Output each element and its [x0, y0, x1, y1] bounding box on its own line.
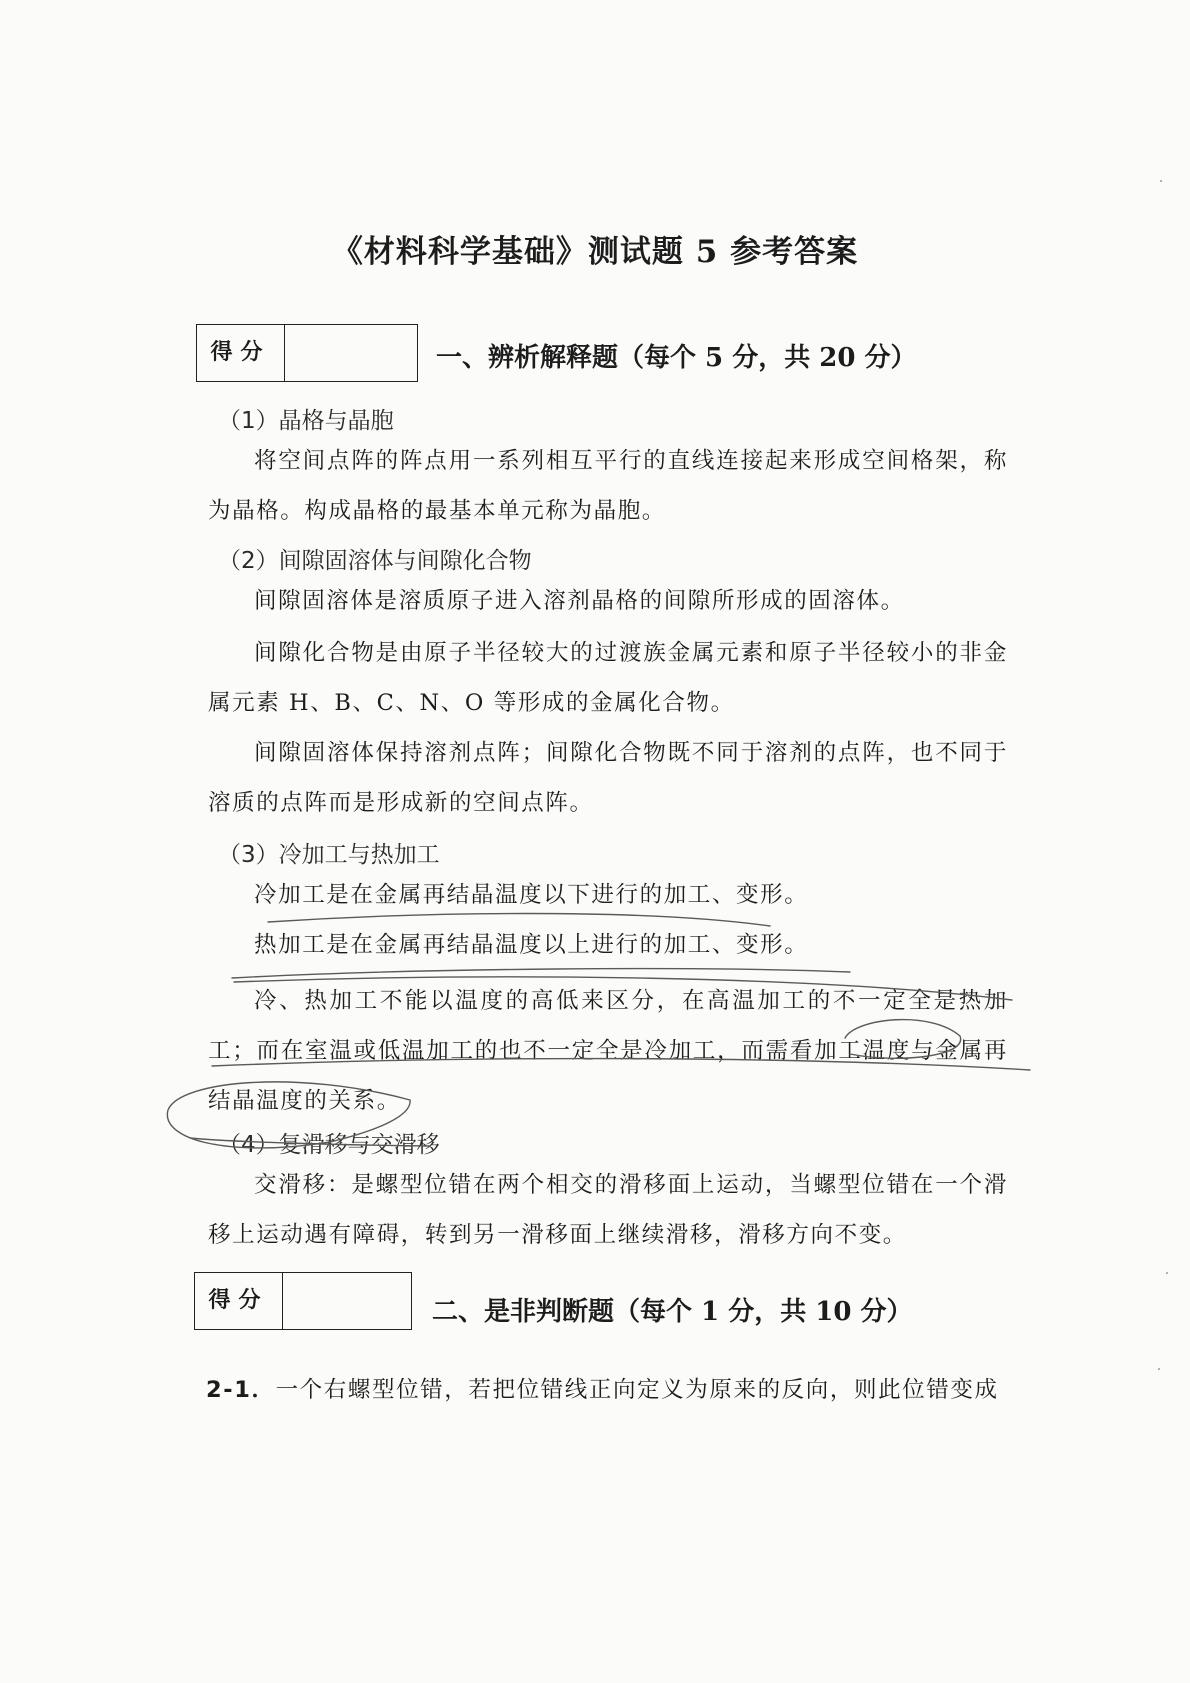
score-box-section1	[196, 324, 418, 382]
item2-para3: 间隙固溶体保持溶剂点阵；间隙化合物既不同于溶剂的点阵，也不同于溶质的点阵而是形成新的空间点阵。	[208, 740, 1008, 816]
scan-speck	[1166, 1272, 1168, 1274]
item3-para2: 热加工是在金属再结晶温度以上进行的加工、变形。	[254, 932, 809, 958]
item3-para3: 冷、热加工不能以温度的高低来区分，在高温加工的不一定全是热加工；而在室温或低温加工的也不一定全是冷加工，而需看加工温度与金属再结晶温度的关系。	[208, 988, 1008, 1114]
score-blank	[285, 325, 417, 381]
question-number: 2-1．	[206, 1377, 276, 1403]
item2-para2: 间隙化合物是由原子半径较大的过渡族金属元素和原子半径较小的非金属元素 H、B、C、N、O 等形成的金属化合物。	[208, 640, 1008, 716]
item2-label: （2）间隙固溶体与间隙化合物	[218, 548, 532, 574]
section2-heading: 二、是非判断题（每个 1 分，共 10 分）	[432, 1297, 913, 1327]
item3-para1: 冷加工是在金属再结晶温度以下进行的加工、变形。	[254, 882, 809, 908]
item4-label: （4）复滑移与交滑移	[218, 1132, 440, 1158]
score-blank	[283, 1273, 411, 1329]
scan-speck	[1160, 180, 1162, 182]
score-box-section2	[194, 1272, 412, 1330]
score-label: 得分	[195, 1273, 283, 1329]
score-label: 得分	[197, 325, 285, 381]
question-text: 一个右螺型位错，若把位错线正向定义为原来的反向，则此位错变成	[275, 1377, 999, 1403]
item1-label: （1）晶格与晶胞	[218, 408, 394, 434]
page-title: 《材料科学基础》测试题 5 参考答案	[331, 234, 859, 270]
scan-speck	[1158, 1368, 1160, 1370]
item1-para1: 将空间点阵的阵点用一系列相互平行的直线连接起来形成空间格架，称为晶格。构成晶格的最基本单元称为晶胞。	[208, 448, 1008, 524]
question-2-1	[206, 1372, 999, 1404]
item2-para1: 间隙固溶体是溶质原子进入溶剂晶格的间隙所形成的固溶体。	[254, 588, 905, 614]
item4-para1: 交滑移：是螺型位错在两个相交的滑移面上运动，当螺型位错在一个滑移上运动遇有障碍，转到另一滑移面上继续滑移，滑移方向不变。	[208, 1172, 1008, 1248]
section1-heading: 一、辨析解释题（每个 5 分，共 20 分）	[436, 343, 917, 373]
item3-label: （3）冷加工与热加工	[218, 842, 440, 868]
